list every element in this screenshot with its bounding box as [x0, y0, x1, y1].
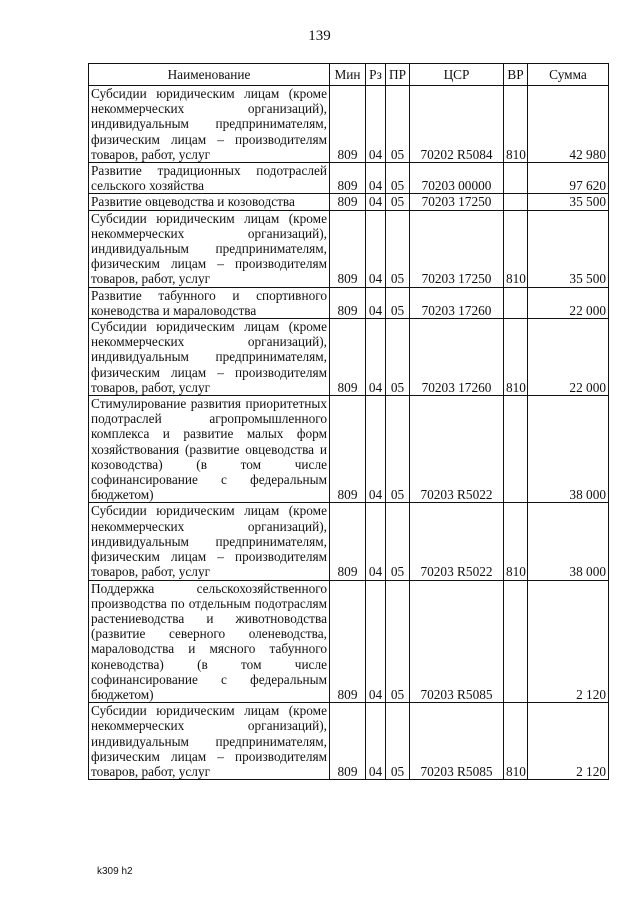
header-vr: ВР: [504, 64, 528, 86]
row-name: Развитие овцеводства и козоводства: [89, 194, 330, 210]
header-pr: ПР: [386, 64, 410, 86]
budget-table: [88, 63, 609, 780]
header-sum: Сумма: [528, 64, 609, 86]
row-sum: 38 000: [528, 396, 609, 503]
row-csr: 70203 R5022: [410, 396, 504, 503]
row-min: 809: [330, 210, 366, 287]
row-vr: [504, 163, 528, 194]
row-csr: 70203 R5085: [410, 703, 504, 780]
row-name: Субсидии юридическим лицам (кроме некоммерческих организаций), индивидуальным предпринимателям, физическим лицам – производителям товаров, работ, услуг: [89, 319, 330, 396]
row-csr: 70203 R5085: [410, 580, 504, 703]
row-rz: 04: [366, 503, 386, 580]
row-csr: 70203 17250: [410, 210, 504, 287]
row-min: 809: [330, 580, 366, 703]
header-rz: Рз: [366, 64, 386, 86]
row-min: 809: [330, 703, 366, 780]
row-sum: 22 000: [528, 287, 609, 318]
row-min: 809: [330, 194, 366, 210]
row-csr: 70203 00000: [410, 163, 504, 194]
row-min: 809: [330, 163, 366, 194]
row-min: 809: [330, 503, 366, 580]
row-rz: 04: [366, 86, 386, 163]
table-row: [89, 503, 609, 580]
table-row: [89, 319, 609, 396]
row-vr: 810: [504, 210, 528, 287]
row-vr: 810: [504, 86, 528, 163]
footer-code: k309 h2: [97, 866, 133, 877]
row-sum: 35 500: [528, 194, 609, 210]
row-rz: 04: [366, 580, 386, 703]
row-sum: 38 000: [528, 503, 609, 580]
row-name: Субсидии юридическим лицам (кроме некоммерческих организаций), индивидуальным предпринимателям, физическим лицам – производителям товаров, работ, услуг: [89, 503, 330, 580]
row-pr: 05: [386, 703, 410, 780]
row-pr: 05: [386, 86, 410, 163]
row-sum: 22 000: [528, 319, 609, 396]
row-vr: 810: [504, 319, 528, 396]
row-name: Субсидии юридическим лицам (кроме некоммерческих организаций), индивидуальным предпринимателям, физическим лицам – производителям товаров, работ, услуг: [89, 86, 330, 163]
row-rz: 04: [366, 163, 386, 194]
row-pr: 05: [386, 580, 410, 703]
row-vr: [504, 194, 528, 210]
row-rz: 04: [366, 319, 386, 396]
row-pr: 05: [386, 503, 410, 580]
row-name: Развитие традиционных подотраслей сельского хозяйства: [89, 163, 330, 194]
table-row: [89, 194, 609, 210]
row-min: 809: [330, 396, 366, 503]
row-rz: 04: [366, 210, 386, 287]
header-name: Наименование: [89, 64, 330, 86]
row-rz: 04: [366, 287, 386, 318]
table-row: [89, 210, 609, 287]
table-row: [89, 703, 609, 780]
row-pr: 05: [386, 396, 410, 503]
table-row: [89, 396, 609, 503]
row-csr: 70203 17260: [410, 319, 504, 396]
row-pr: 05: [386, 163, 410, 194]
row-vr: 810: [504, 703, 528, 780]
row-min: 809: [330, 287, 366, 318]
row-sum: 35 500: [528, 210, 609, 287]
row-min: 809: [330, 319, 366, 396]
row-name: Субсидии юридическим лицам (кроме некоммерческих организаций), индивидуальным предпринимателям, физическим лицам – производителям товаров, работ, услуг: [89, 210, 330, 287]
row-sum: 2 120: [528, 703, 609, 780]
page-number: 139: [308, 28, 331, 44]
header-csr: ЦСР: [410, 64, 504, 86]
row-name: Стимулирование развития приоритетных подотраслей агропромышленного комплекса и развитие малых форм хозяйствования (развитие овцеводства и козоводства) (в том числе софинансирование с федеральным бюджетом): [89, 396, 330, 503]
header-min: Мин: [330, 64, 366, 86]
row-name: Поддержка сельскохозяйственного производства по отдельным подотраслям растениеводства и животноводства (развитие северного оленеводства, мараловодства и мясного табунного коневодства) (в том числе софинансирование с федеральным бюджетом): [89, 580, 330, 703]
row-rz: 04: [366, 703, 386, 780]
table-row: [89, 287, 609, 318]
row-vr: [504, 580, 528, 703]
row-rz: 04: [366, 396, 386, 503]
row-name: Развитие табунного и спортивного коневодства и мараловодства: [89, 287, 330, 318]
table-row: [89, 580, 609, 703]
row-vr: [504, 396, 528, 503]
row-csr: 70203 17260: [410, 287, 504, 318]
table-row: [89, 163, 609, 194]
row-sum: 42 980: [528, 86, 609, 163]
row-sum: 97 620: [528, 163, 609, 194]
row-vr: 810: [504, 503, 528, 580]
row-rz: 04: [366, 194, 386, 210]
row-csr: 70202 R5084: [410, 86, 504, 163]
row-min: 809: [330, 86, 366, 163]
row-pr: 05: [386, 194, 410, 210]
row-csr: 70203 17250: [410, 194, 504, 210]
row-pr: 05: [386, 319, 410, 396]
row-name: Субсидии юридическим лицам (кроме некоммерческих организаций), индивидуальным предпринимателям, физическим лицам – производителям товаров, работ, услуг: [89, 703, 330, 780]
table-header-row: [89, 64, 609, 86]
row-pr: 05: [386, 210, 410, 287]
table-row: [89, 86, 609, 163]
row-pr: 05: [386, 287, 410, 318]
row-sum: 2 120: [528, 580, 609, 703]
row-csr: 70203 R5022: [410, 503, 504, 580]
row-vr: [504, 287, 528, 318]
